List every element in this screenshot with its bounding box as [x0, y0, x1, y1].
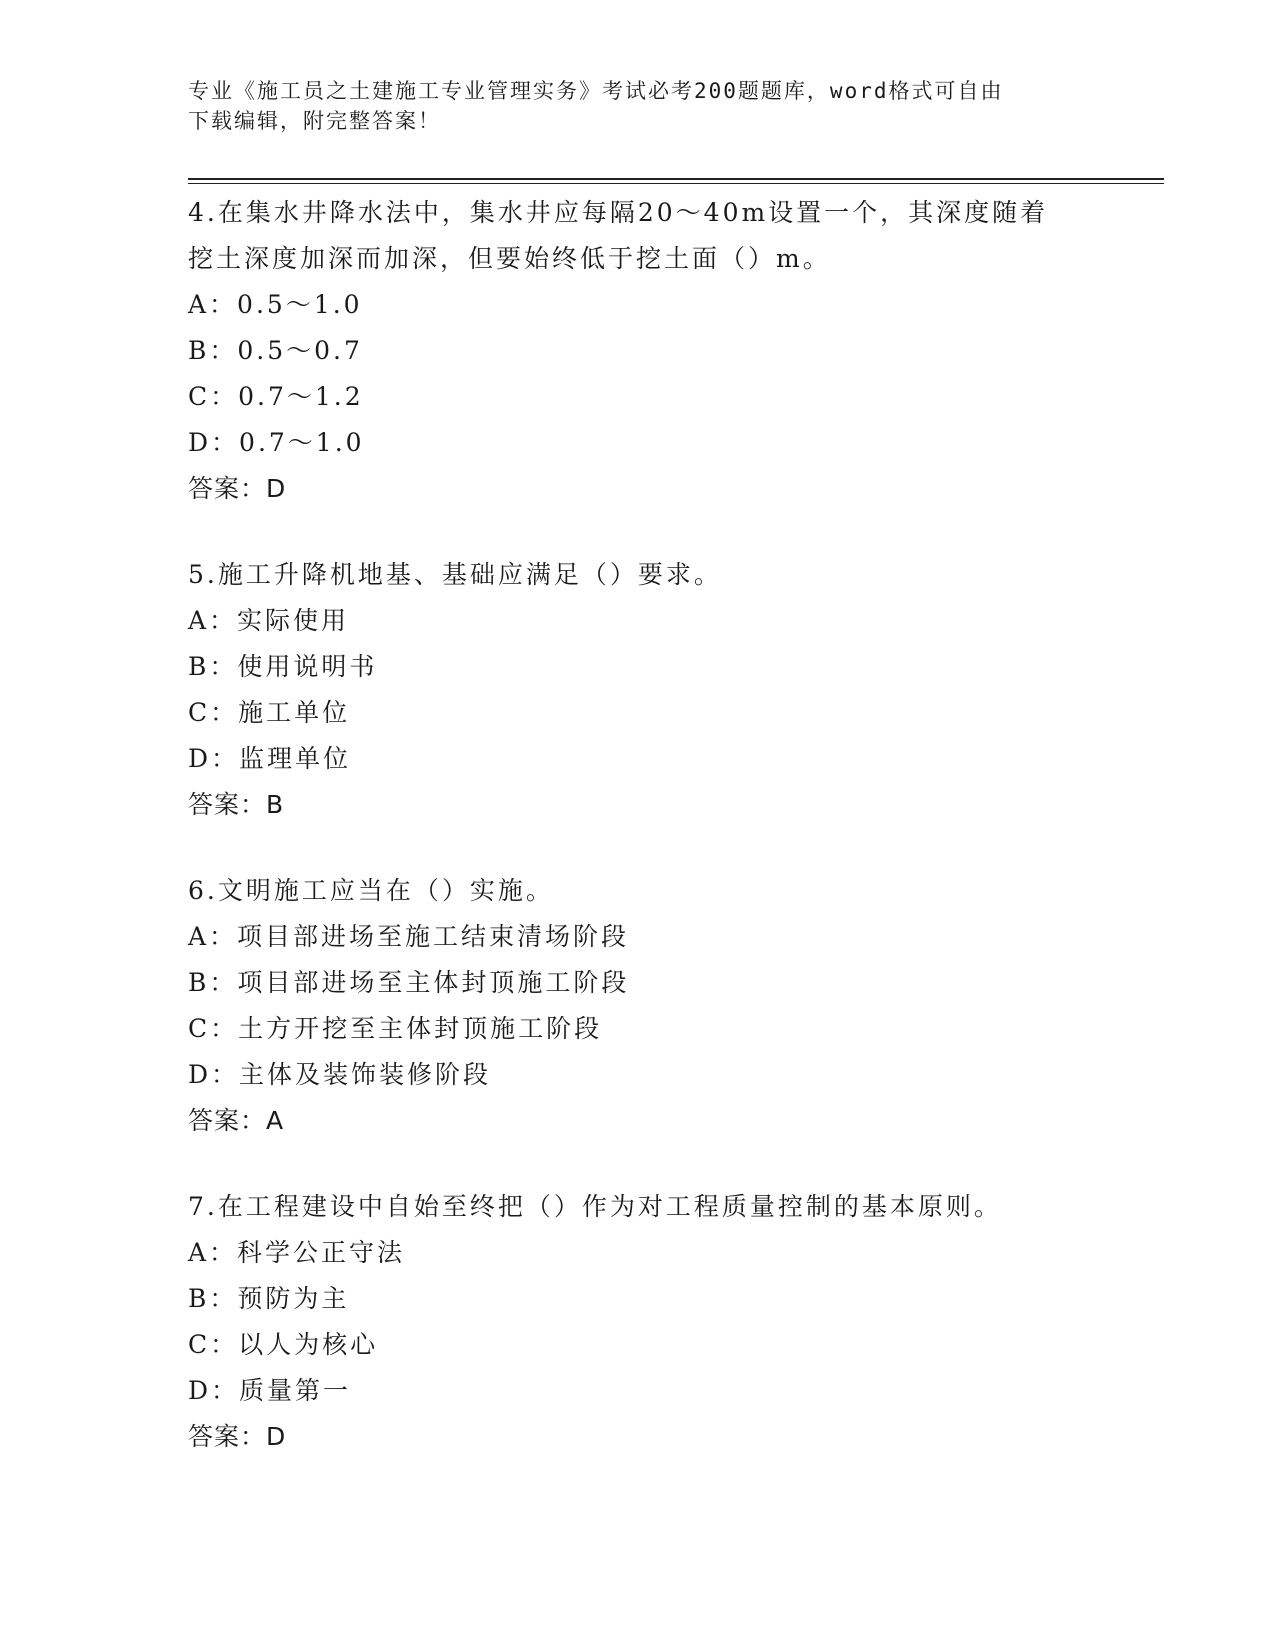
option-a: A：实际使用 — [188, 606, 350, 635]
header-line-2: 下载编辑，附完整答案！ — [188, 109, 441, 133]
question-stem-line-1: 4.在集水井降水法中，集水井应每隔20～40m设置一个，其深度随着 — [188, 198, 1049, 227]
question-7 — [188, 1184, 1088, 1460]
question-5 — [188, 552, 1088, 828]
question-stem-line-1: 5.施工升降机地基、基础应满足（）要求。 — [188, 560, 722, 589]
option-d: D：监理单位 — [188, 744, 352, 773]
header-divider-thin — [188, 183, 1164, 184]
question-stem-line-1: 7.在工程建设中自始至终把（）作为对工程质量控制的基本原则。 — [188, 1192, 1002, 1221]
option-a: A：科学公正守法 — [188, 1238, 406, 1267]
option-c: C：0.7～1.2 — [188, 382, 364, 411]
header-line-1: 专业《施工员之土建施工专业管理实务》考试必考200题题库，word格式可自由 — [188, 79, 1004, 103]
option-c: C：施工单位 — [188, 698, 351, 727]
header-divider-thick — [188, 178, 1164, 180]
option-b: B：使用说明书 — [188, 652, 378, 681]
option-b: B：预防为主 — [188, 1284, 350, 1313]
option-d: D：0.7～1.0 — [188, 428, 365, 457]
question-list — [188, 190, 1088, 1500]
answer: 答案：D — [188, 1422, 287, 1451]
option-a: A：项目部进场至施工结束清场阶段 — [188, 922, 630, 951]
option-c: C：土方开挖至主体封顶施工阶段 — [188, 1014, 603, 1043]
question-stem-line-1: 6.文明施工应当在（）实施。 — [188, 876, 554, 905]
option-c: C：以人为核心 — [188, 1330, 379, 1359]
option-d: D：质量第一 — [188, 1376, 352, 1405]
option-b: B：项目部进场至主体封顶施工阶段 — [188, 968, 630, 997]
question-stem-line-2: 挖土深度加深而加深，但要始终低于挖土面（）m。 — [188, 244, 831, 273]
option-d: D：主体及装饰装修阶段 — [188, 1060, 492, 1089]
answer: 答案：D — [188, 474, 287, 503]
question-6 — [188, 868, 1088, 1144]
option-a: A：0.5～1.0 — [188, 290, 363, 319]
answer: 答案：A — [188, 1106, 285, 1135]
question-4 — [188, 190, 1088, 512]
document-header — [188, 76, 1068, 136]
answer: 答案：B — [188, 790, 285, 819]
option-b: B：0.5～0.7 — [188, 336, 363, 365]
